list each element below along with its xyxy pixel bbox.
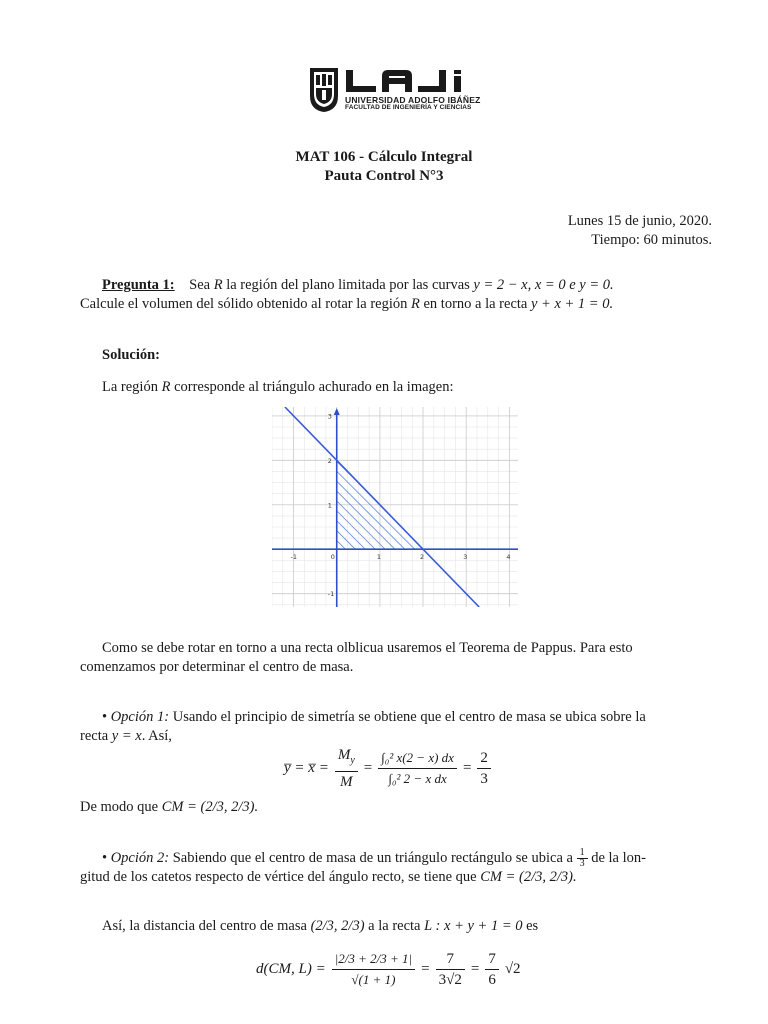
moment-numerator: [335, 745, 358, 772]
distance-text: Así, la distancia del centro de masa: [102, 918, 311, 934]
option-1-line-2: [80, 726, 172, 746]
line-L-equation: L : x + y + 1 = 0: [424, 918, 523, 934]
distance-text-2: a la recta: [364, 918, 425, 934]
option-2-label: Opción 2:: [110, 850, 170, 866]
moment-symbol: M: [337, 746, 351, 763]
result-numerator: 2: [477, 748, 491, 769]
x-tick-label: 1: [376, 553, 382, 562]
x-tick-label: 2: [420, 553, 425, 562]
y-axis-arrow: [334, 408, 340, 415]
distance-denominator: √(1 + 1): [351, 971, 396, 987]
series-line-0: [285, 407, 479, 607]
option-1-label: Opción 1:: [110, 709, 170, 725]
option-2-text-2: gitud de los catetos respecto de vértice del ángulo recto, se tiene que: [80, 869, 481, 885]
distance-equation: [256, 944, 521, 994]
integral-fraction: [378, 748, 457, 789]
option-2-text-cont: de la lon-: [587, 850, 646, 866]
logo-line-2: FACULTAD DE INGENIERÍA Y CIENCIAS: [345, 104, 472, 111]
centroid-result-line: [80, 797, 258, 817]
pappus-line-1: Como se debe rotar en torno a una recta olblicua usaremos el Teorema de Pappus. Para esto: [102, 640, 633, 656]
question-text-3: en torno a la recta: [419, 296, 531, 312]
question-line-1: [102, 275, 714, 295]
distance-numerator: |2/3 + 2/3 + 1|: [332, 949, 415, 970]
centroid-result: CM = (2/3, 2/3).: [161, 799, 259, 815]
option-2-centroid: CM = (2/3, 2/3).: [480, 869, 577, 885]
distance-line: [102, 916, 538, 936]
integral-denominator: ∫₀² 2 − x dx: [388, 770, 447, 786]
x-tick-label: 3: [463, 553, 468, 562]
moment-fraction: [335, 745, 358, 792]
region-plot: [272, 407, 518, 607]
y-tick-label: 1: [327, 501, 332, 510]
distance-result-fraction: [485, 949, 499, 990]
distance-text-3: es: [522, 918, 539, 934]
result-fraction: [477, 748, 491, 789]
exam-duration: Tiempo: 60 minutos.: [591, 232, 712, 248]
distance-mid-den: 3√2: [438, 971, 462, 988]
option-1-text-3: . Así,: [141, 728, 172, 744]
distance-result-den: 6: [488, 971, 496, 988]
intro-region-symbol: R: [161, 379, 171, 395]
distance-fraction: [332, 949, 415, 990]
option-1-text: Usando el principio de simetría se obtiene que el centro de masa se ubica sobre la: [169, 709, 646, 725]
equals-sign-3: =: [421, 961, 430, 977]
integral-numerator: ∫₀² x(2 − x) dx: [378, 748, 457, 769]
y-tick-label: -1: [327, 590, 335, 599]
distance-mid-fraction: [436, 949, 465, 990]
centroid-point: (2/3, 2/3): [310, 918, 365, 934]
equals-sign: =: [363, 760, 373, 776]
exam-date: Lunes 15 de junio, 2020.: [567, 213, 712, 229]
centroid-equation: [284, 743, 491, 793]
result-denominator: 3: [480, 770, 488, 787]
one-third-den: 3: [579, 858, 585, 870]
centroid-lhs: y̅ = x̅ =: [284, 760, 329, 776]
logo-line-1: UNIVERSIDAD ADOLFO IBÁÑEZ: [345, 95, 481, 105]
mass-denominator: M: [340, 773, 353, 790]
region-symbol: R: [213, 277, 223, 293]
symmetry-line: y = x: [111, 728, 142, 744]
y-tick-label: 2: [327, 456, 332, 465]
centroid-result-text: De modo que: [80, 799, 162, 815]
solution-label: Solución:: [102, 347, 161, 363]
intro-text-cont: corresponde al triángulo achurado en la imagen:: [170, 379, 454, 395]
x-tick-label: -1: [290, 553, 298, 562]
moment-subscript: y: [350, 754, 355, 766]
equals-sign-2: =: [462, 760, 472, 776]
curves-equations: y = 2 − x, x = 0 e y = 0.: [473, 277, 614, 293]
x-tick-label: 4: [506, 553, 511, 562]
option-2-text: Sabiendo que el centro de masa de un triángulo rectángulo se ubica a: [169, 850, 577, 866]
one-third-fraction: [577, 848, 588, 869]
intro-text: La región: [102, 379, 162, 395]
distance-lhs: d(CM, L) =: [256, 961, 326, 977]
option-1-text-2: recta: [80, 728, 112, 744]
course-title: MAT 106 - Cálculo Integral: [295, 149, 473, 165]
sqrt-two: √2: [504, 961, 521, 977]
x-tick-label: 0: [330, 553, 335, 562]
question-label: Pregunta 1:: [102, 277, 175, 293]
bullet-2: •: [102, 850, 108, 866]
exam-title: Pauta Control N°3: [324, 168, 444, 184]
option-2-line-1: [102, 848, 646, 869]
pappus-line-2: comenzamos por determinar el centro de masa.: [80, 659, 354, 675]
region-symbol-2: R: [411, 296, 420, 312]
bullet-1: •: [102, 709, 108, 725]
option-2-line-2: [80, 867, 577, 887]
y-tick-label: 3: [327, 412, 332, 421]
region-plot-svg: [272, 407, 518, 607]
option-1-line-1: [102, 707, 646, 727]
one-third-num: 1: [577, 848, 588, 859]
rotation-axis-equation: y + x + 1 = 0.: [530, 296, 614, 312]
question-text: Sea: [189, 277, 214, 293]
question-text-cont: la región del plano limitada por las curvas: [222, 277, 474, 293]
equals-sign-4: =: [470, 961, 480, 977]
question-line-2: [80, 294, 720, 314]
distance-result-num: 7: [485, 949, 499, 970]
distance-mid-num: 7: [436, 949, 465, 970]
solution-intro: [102, 377, 454, 397]
question-text-2: Calcule el volumen del sólido obtenido al rotar la región: [80, 296, 411, 312]
